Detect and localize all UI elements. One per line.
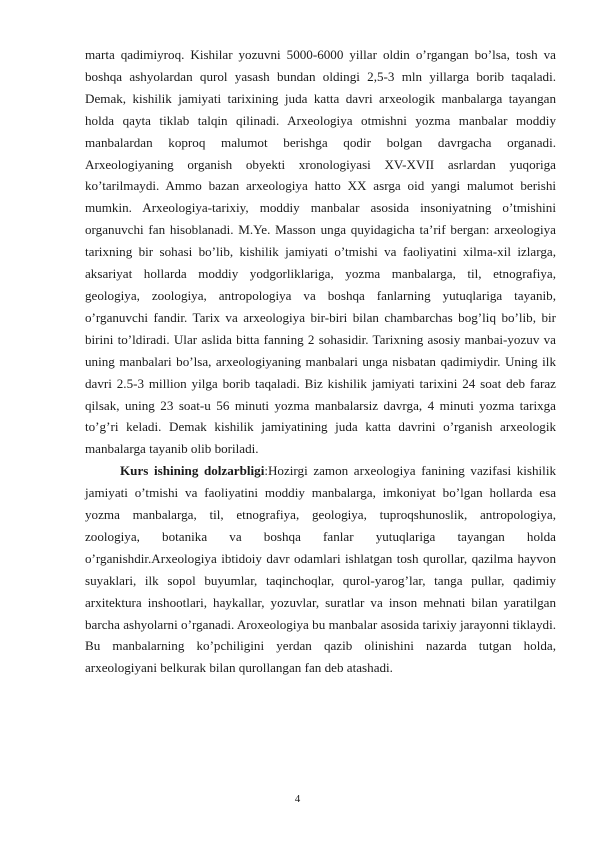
page-number: 4 <box>294 793 301 805</box>
section-heading: Kurs ishining dolzarbligi <box>120 463 265 479</box>
paragraph-relevance-text: :Hozirgi zamon arxeologiya fanining vazifasi kishilik jamiyati o’tmishi va faoliyatini moddiy manbalarga, imkoniyat bo’lgan hollarda esa yozma manbalarga, til, etnografiya, geologiya, tuproqshunoslik, antropologiya, zoologiya, botanika va boshqa fanlar yutuqlariga tayangan holda o’rganishdir.Arxeologiya ibtidoiy davr odamlari ishlatgan tosh qurollar, qazilma hayvon suyaklari, ilk sopol buyumlar, taqinchoqlar, qurol-yarog’lar, tanga pullar, qadimiy arxitektura inshootlari, haykallar, yozuvlar, suratlar va inson mehnati bilan yaratilgan barcha ashyolarni o’rganadi. Aroxeologiya bu manbalar asosida tarixiy jarayonni tiklaydi. Bu manbalarning ko’pchiligini yerdan qazib olinishini nazarda tutgan holda, arxeologiyani belkurak bilan qurollangan fan deb atashadi. <box>85 463 556 676</box>
document-body <box>85 44 556 679</box>
paragraph-relevance <box>85 460 556 679</box>
paragraph-intro: marta qadimiyroq. Kishilar yozuvni 5000-6000 yillar oldin o’rgangan bo’lsa, tosh va boshqa ashyolardan qurol yasash bundan oldingi 2,5-3 mln yillarga borib taqaladi. Demak, kishilik jamiyati tarixining juda katta davri arxeologik manbalarga tayangan holda qayta tiklab talqin qilinadi. Arxeologiya otmishni yozma manbalar moddiy manbalardan koproq malumot berishga qodir bolgan davrgacha organadi. Arxeologiyaning organish obyekti xronologiyasi XV-XVII asrlardan yuqoriga ko’tarilmaydi. Ammo bazan arxeologiya hatto XX asrga oid yangi malumot berishi mumkin. Arxeologiya-tarixiy, moddiy manbalar asosida insoniyatning o’tmishini organuvchi fan hisoblanadi. M.Ye. Masson unga quyidagicha ta’rif bergan: arxeologiya tarixning bir sohasi bo’lib, kishilik jamiyati o’tmishi va faoliyatini xilma-xil izlarga, aksariyat hollarda moddiy yodgorliklariga, yozma manbalarga, til, etnografiya, geologiya, zoologiya, antropologiya va boshqa fanlarning yutuqlariga tayanib, o’rganuvchi fandir. Tarix va arxeologiya bir-biri bilan chambarchas bog’liq bo’lib, bir birini to’ldiradi. Ular aslida bitta fanning 2 sohasidir. Tarixning asosiy manbai-yozuv va uning manbalari bo’lsa, arxeologiyaning manbalari unga nisbatan qadimiydir. Uning ilk davri 2.5-3 million yilga borib taqaladi. Biz kishilik jamiyati tarixini 24 soat deb faraz qilsak, uning 23 soat-u 56 minuti yozma manbalarsiz davrga, 4 minuti yozma tarixga to’g’ri keladi. Demak kishilik jamiyatining juda katta davrini o’rganish arxeologik manbalarga tayanib olib boriladi. <box>85 47 556 457</box>
